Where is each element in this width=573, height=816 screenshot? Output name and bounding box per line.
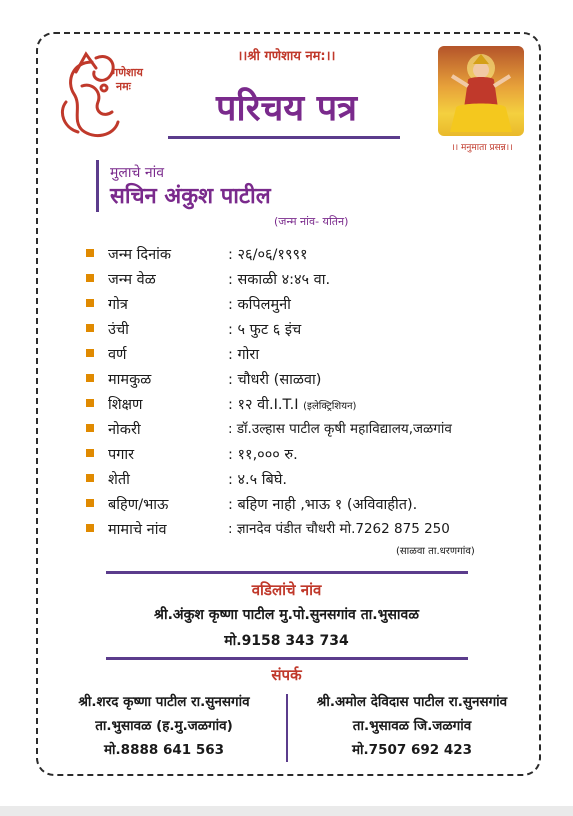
- bullet-icon: [86, 474, 94, 482]
- detail-label: उंची: [108, 322, 129, 338]
- detail-value: : ४.५ बिघे.: [228, 472, 288, 488]
- svg-text:नमः: नमः: [116, 80, 131, 93]
- detail-value: : ५ फुट ६ इंच: [228, 322, 302, 338]
- divider: [106, 657, 468, 660]
- title-underline: [168, 136, 400, 139]
- detail-label: जन्म दिनांक: [108, 247, 172, 263]
- detail-label: मामकुळ: [108, 372, 152, 388]
- detail-label: शेती: [108, 472, 130, 488]
- detail-label: मामाचे नांव: [108, 522, 167, 538]
- detail-row: [86, 517, 536, 542]
- bullet-icon: [86, 249, 94, 257]
- detail-value: : ज्ञानदेव पंडीत चौधरी मो.7262 875 250: [228, 521, 450, 537]
- candidate-name: सचिन अंकुश पाटील: [110, 184, 271, 209]
- detail-label: बहिण/भाऊ: [108, 497, 169, 513]
- detail-value: : सकाळी ४:४५ वा.: [228, 272, 331, 288]
- detail-row: [86, 242, 536, 267]
- education-value: : १२ वी.I.T.I: [228, 397, 299, 413]
- bullet-icon: [86, 349, 94, 357]
- bullet-icon: [86, 399, 94, 407]
- detail-label: वर्ण: [108, 347, 127, 363]
- detail-label: जन्म वेळ: [108, 272, 156, 288]
- bullet-icon: [86, 274, 94, 282]
- detail-row: [86, 417, 536, 442]
- contact-left: [46, 690, 282, 762]
- svg-text:गणेशाय: गणेशाय: [112, 66, 143, 79]
- detail-value: : डॉ.उल्हास पाटील कृषी महाविद्यालय,जळगांव: [228, 421, 452, 437]
- birth-name: (जन्म नांव- यतिन): [274, 215, 349, 228]
- detail-label: शिक्षण: [108, 397, 143, 413]
- detail-value: : चौधरी (साळवा): [228, 372, 322, 388]
- contact-divider: [286, 694, 288, 762]
- detail-label: नोकरी: [108, 422, 141, 438]
- bullet-icon: [86, 299, 94, 307]
- detail-row: [86, 292, 536, 317]
- bullet-icon: [86, 449, 94, 457]
- father-heading: वडिलांचे नांव: [251, 581, 322, 599]
- education-sub: (इलेक्ट्रिशियन): [303, 401, 357, 412]
- detail-row: [86, 267, 536, 292]
- detail-row: [86, 392, 536, 417]
- bullet-icon: [86, 374, 94, 382]
- detail-value: : कपिलमुनी: [228, 297, 291, 313]
- father-line: श्री.अंकुश कृष्णा पाटील मु.पो.सुनसगांव ता.भुसावळ: [154, 607, 419, 623]
- invocation-text: ।।श्री गणेशाय नम:।।: [237, 49, 336, 64]
- detail-row: [86, 342, 536, 367]
- goddess-figure-icon: [438, 46, 524, 136]
- detail-label: पगार: [108, 447, 135, 463]
- bullet-icon: [86, 324, 94, 332]
- uncle-address-note: (साळवा ता.धरणगांव): [396, 546, 475, 557]
- contact-left-line: ता.भुसावळ (ह.मु.जळगांव): [95, 718, 233, 734]
- goddess-image: [438, 46, 524, 136]
- name-accent-bar: [96, 160, 99, 212]
- details-list: [86, 242, 536, 542]
- detail-row: [86, 367, 536, 392]
- name-label: मुलाचे नांव: [110, 165, 165, 181]
- contact-left-line: श्री.शरद कृष्णा पाटील रा.सुनसगांव: [78, 694, 250, 710]
- detail-row: [86, 317, 536, 342]
- detail-row: [86, 467, 536, 492]
- detail-value: [228, 394, 356, 414]
- bullet-icon: [86, 424, 94, 432]
- contact-right-line: श्री.अमोल देविदास पाटील रा.सुनसगांव: [316, 694, 508, 710]
- detail-value: : २६/०६/१९९१: [228, 247, 308, 263]
- contact-right-line: ता.भुसावळ जि.जळगांव: [352, 718, 472, 734]
- page-title: परिचय पत्र: [215, 88, 358, 129]
- detail-label: गोत्र: [108, 297, 128, 313]
- contact-heading: संपर्क: [271, 666, 302, 684]
- divider: [106, 571, 468, 574]
- detail-value: : बहिण नाही ,भाऊ १ (अविवाहीत).: [228, 497, 418, 513]
- detail-row: [86, 492, 536, 517]
- father-mobile: मो.9158 343 734: [224, 633, 349, 649]
- detail-value: : ११,००० रु.: [228, 447, 298, 463]
- goddess-caption: ।। मनुमाता प्रसन्न।।: [451, 143, 513, 153]
- contact-left-mobile: मो.8888 641 563: [103, 742, 225, 758]
- bullet-icon: [86, 499, 94, 507]
- detail-row: [86, 442, 536, 467]
- contact-right: [294, 690, 530, 762]
- detail-value: : गोरा: [228, 347, 260, 363]
- bullet-icon: [86, 524, 94, 532]
- contact-right-mobile: मो.7507 692 423: [351, 742, 473, 758]
